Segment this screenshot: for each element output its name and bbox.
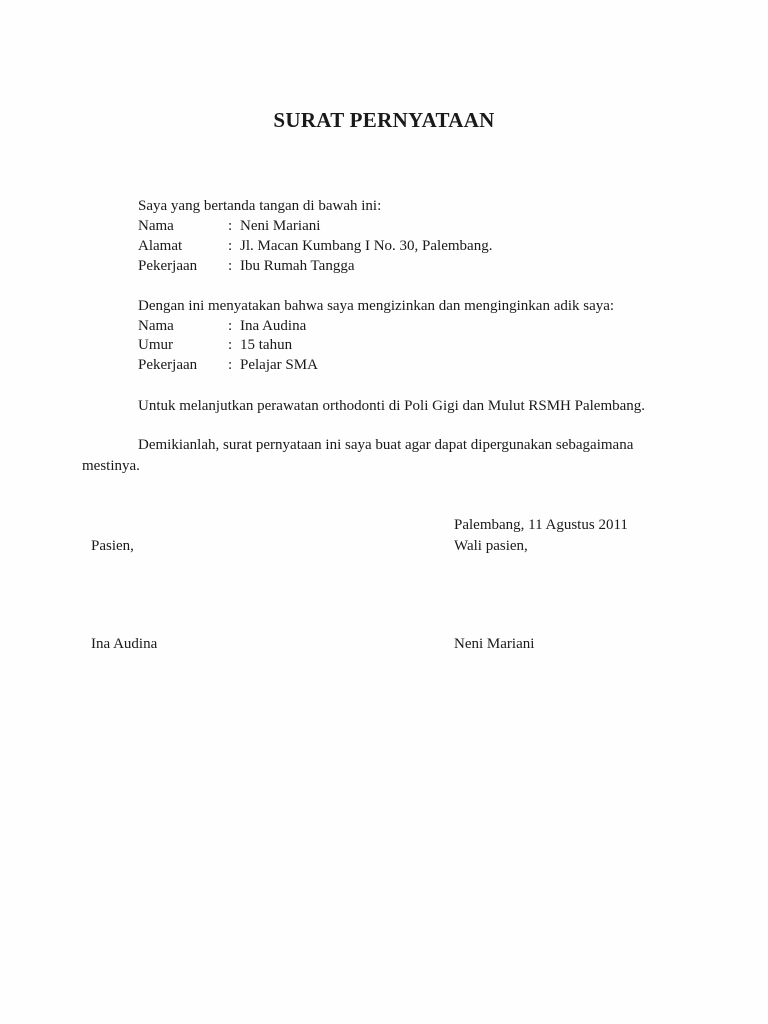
right-signatory-role: Wali pasien, [454,538,528,554]
intro-text: Saya yang bertanda tangan di bawah ini: [138,198,382,214]
field-colon: : [228,318,233,334]
purpose-text: Untuk melanjutkan perawatan orthodonti di Poli Gigi dan Mulut RSMH Palembang. [138,398,646,414]
document-title: SURAT PERNYATAAN [273,108,495,132]
field-label: Umur [138,337,173,353]
field-label: Nama [138,318,174,334]
field-label: Nama [138,218,174,234]
field-value: 15 tahun [240,337,293,353]
field-colon: : [228,218,233,234]
statement-text: Dengan ini menyatakan bahwa saya mengizinkan dan menginginkan adik saya: [138,298,615,314]
field-colon: : [228,357,233,373]
field-value: Ina Audina [240,318,307,334]
left-signatory-name: Ina Audina [91,636,158,652]
left-signatory-role: Pasien, [91,538,134,554]
field-colon: : [228,337,233,353]
field-colon: : [228,258,233,274]
field-label: Pekerjaan [138,258,198,274]
closing-text-line2: mestinya. [82,458,140,474]
field-value: Neni Mariani [240,218,321,234]
field-label: Alamat [138,238,183,254]
field-value: Ibu Rumah Tangga [240,258,355,274]
place-date: Palembang, 11 Agustus 2011 [454,517,628,533]
field-label: Pekerjaan [138,357,198,373]
closing-text-line1: Demikianlah, surat pernyataan ini saya buat agar dapat dipergunakan sebagaimana [138,437,634,453]
field-value: Pelajar SMA [240,357,318,373]
field-value: Jl. Macan Kumbang I No. 30, Palembang. [240,238,493,254]
right-signatory-name: Neni Mariani [454,636,535,652]
field-colon: : [228,238,233,254]
